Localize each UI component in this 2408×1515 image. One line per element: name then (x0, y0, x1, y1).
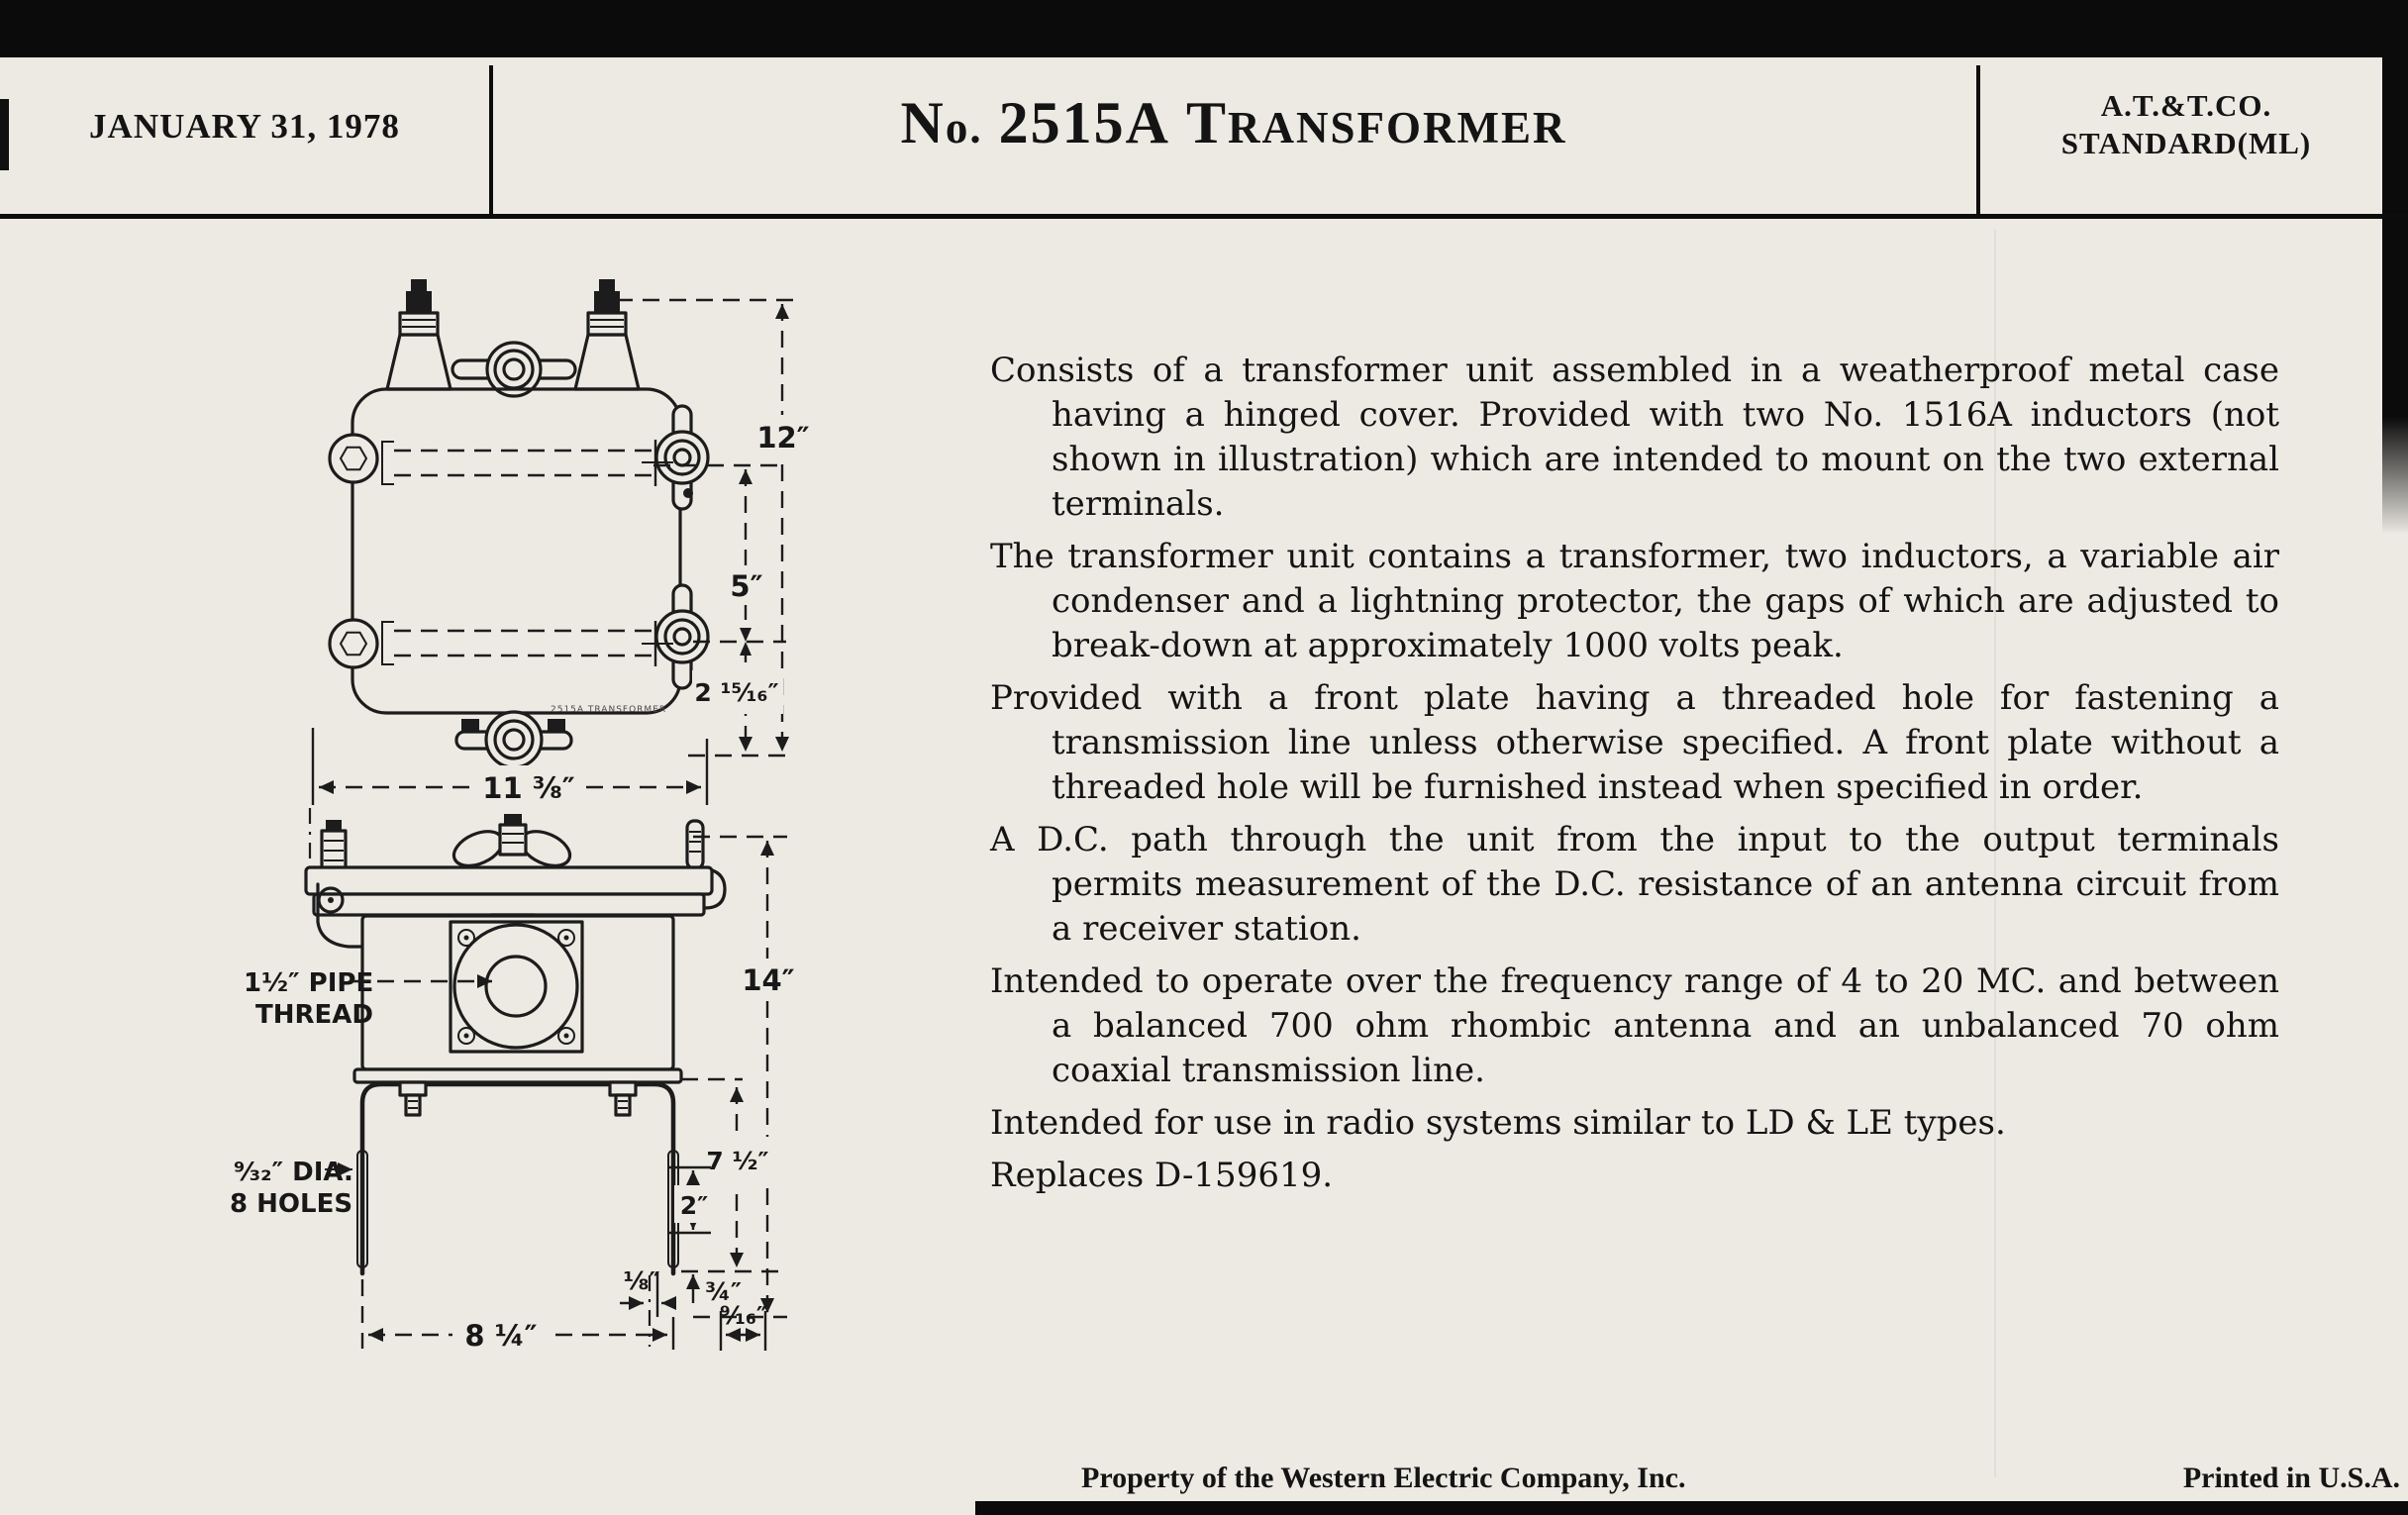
dim-2in: 2″ (679, 1191, 709, 1220)
label-pipe-thread-line1: 1½″ PIPE (244, 968, 374, 998)
title-part: 2515A (998, 90, 1170, 155)
dim-5in: 5″ (730, 569, 763, 603)
front-view (306, 814, 725, 1273)
printed-notice: Printed in U.S.A. (2182, 1462, 2400, 1494)
title-part: N (900, 90, 946, 155)
title-part: RANSFORMER (1227, 103, 1567, 152)
title-part: o. (945, 103, 983, 152)
insulator-terminal-left (387, 279, 451, 389)
plan-view-dimensions (310, 300, 817, 869)
paragraph-front-plate: Provided with a front plate having a threaded hole for fastening a transmission line unless otherwise specified. A front plate without a threaded hole will be furnished instead when specified in order. (990, 678, 2279, 807)
issue-date: JANUARY 31, 1978 (89, 107, 400, 146)
dim-8-1-4in: 8 ¼″ (464, 1319, 538, 1353)
front-plate (451, 922, 582, 1052)
dim-7-1-2in: 7 ½″ (706, 1147, 769, 1175)
dim-3-4in: ¾″ (705, 1277, 743, 1306)
paragraph-radio-systems: Intended for use in radio systems similar to LD & LE types. (990, 1103, 2006, 1143)
label-holes-line1: ⁹⁄₃₂″ DIA. (234, 1158, 353, 1187)
case-outline-plan (352, 389, 680, 713)
paragraph-frequency: Intended to operate over the frequency range of 4 to 20 MC. and between a balanced 700 ohm rhombic antenna and an unbalanced 70 ohm coaxial transmission line. (990, 961, 2279, 1090)
dim-11-3-8in: 11 ⅜″ (482, 771, 575, 805)
dim-2-15-16in: 2 ¹⁵⁄₁₆″ (694, 678, 779, 707)
title-part: T (1185, 90, 1228, 155)
dim-1-8in: ⅛″ (623, 1266, 660, 1295)
label-holes-line2: 8 HOLES (230, 1189, 353, 1219)
nameplate-text: 2515A TRANSFORMER (551, 705, 667, 715)
paragraph-consists: Consists of a transformer unit assembled in a weatherproof metal case having a hinged cover. Provided with two No. 1516A inductors (not shown in illustration) which are intended to mount on the two external terminals. (990, 351, 2279, 524)
plan-view (330, 279, 708, 767)
paragraph-contents: The transformer unit contains a transformer, two inductors, a variable air condenser and a lightning protector, the gaps of which are adjusted to break-down at approximately 1000 volts peak. (990, 537, 2279, 665)
property-notice: Property of the Western Electric Company, Inc. (1081, 1462, 1686, 1494)
dim-9-16in: ⁹⁄₁₆″ (719, 1301, 768, 1330)
dim-12in: 12″ (756, 421, 810, 454)
hinged-cover (306, 867, 712, 894)
paragraph-dc-path: A D.C. path through the unit from the input to the output terminals permits measurement of the D.C. resistance of an antenna circuit from a receiver station. (990, 820, 2279, 949)
insulator-terminal-right (575, 279, 639, 389)
org-line: STANDARD(ML) (2060, 126, 2312, 160)
label-pipe-thread-line2: THREAD (255, 1000, 373, 1030)
dim-14in: 14″ (742, 963, 795, 997)
paragraph-replaces: Replaces D-159619. (990, 1156, 1334, 1195)
org-line: A.T.&T.CO. (2100, 88, 2272, 123)
